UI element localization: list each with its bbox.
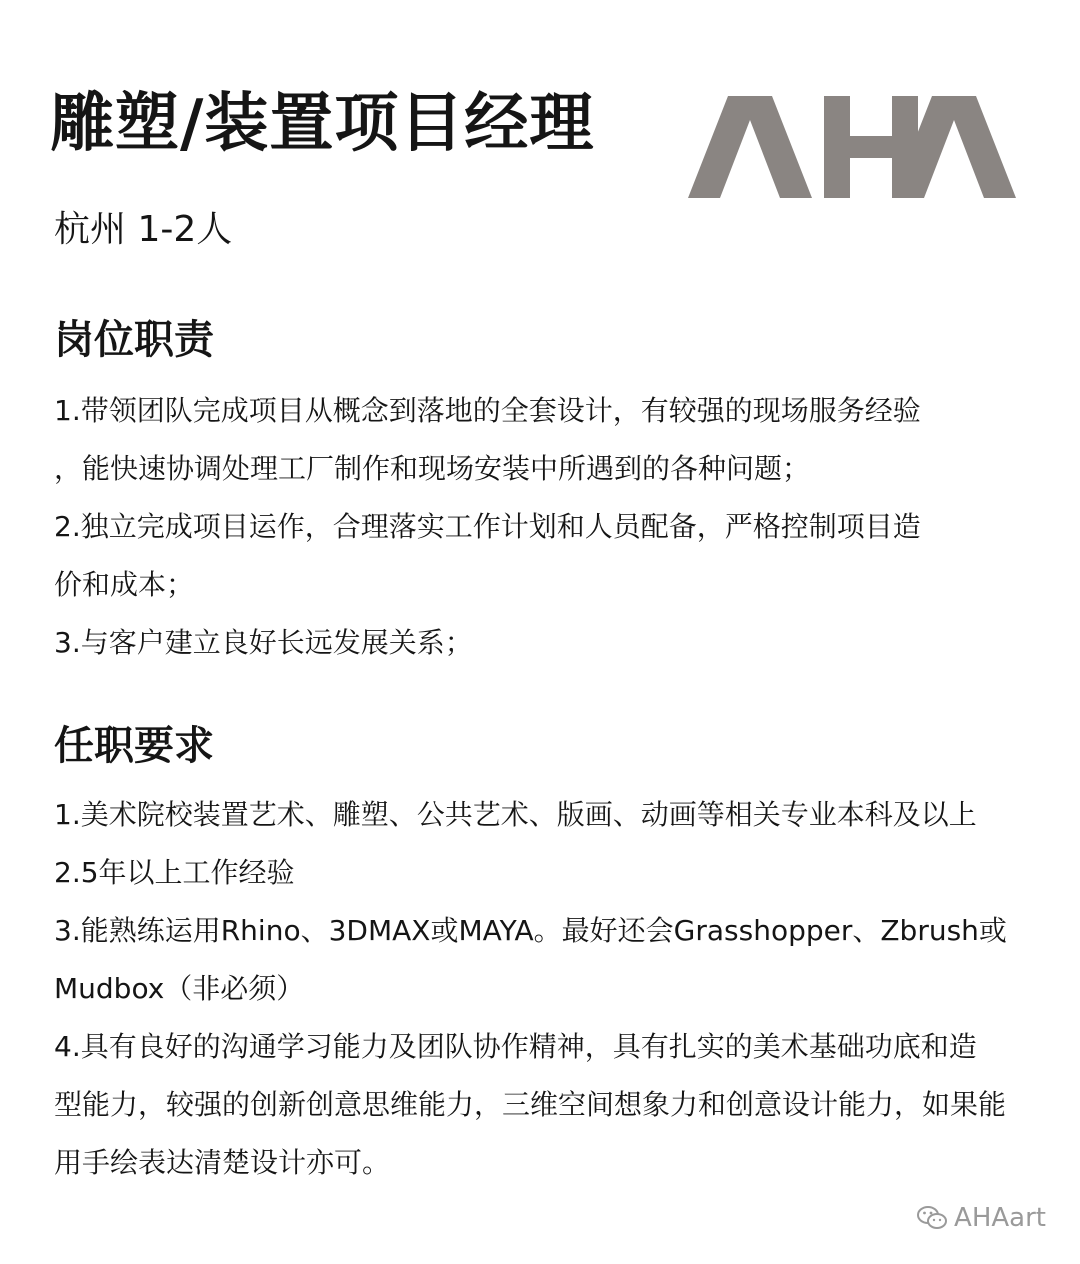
duty-line: ，能快速协调处理工厂制作和现场安装中所遇到的各种问题； (54, 452, 811, 485)
duties-heading: 岗位职责 (54, 317, 214, 363)
page-title: 雕塑/装置项目经理 (50, 87, 595, 161)
duty-line: 1.带领团队完成项目从概念到落地的全套设计，有较强的现场服务经验 (54, 394, 921, 427)
location-headcount: 杭州 1-2人 (54, 209, 233, 250)
duty-line: 价和成本； (54, 568, 195, 601)
duty-line: 3.与客户建立良好长远发展关系； (54, 626, 473, 659)
account-watermark (916, 1200, 1046, 1236)
requirements-heading: 任职要求 (54, 723, 214, 769)
requirement-line: Mudbox（非必须） (54, 972, 305, 1005)
requirement-line: 2.5年以上工作经验 (54, 856, 295, 889)
aha-logo (688, 96, 1016, 198)
wechat-icon (916, 1205, 948, 1231)
requirement-line: 1.美术院校装置艺术、雕塑、公共艺术、版画、动画等相关专业本科及以上 (54, 798, 977, 831)
watermark-text: AHAart (954, 1203, 1046, 1233)
requirement-line: 3.能熟练运用Rhino、3DMAX或MAYA。最好还会Grasshopper、Zbrush或 (54, 914, 1007, 947)
requirement-line: 用手绘表达清楚设计亦可。 (54, 1146, 391, 1179)
requirement-line: 型能力，较强的创新创意思维能力，三维空间想象力和创意设计能力，如果能 (54, 1088, 1007, 1121)
requirement-line: 4.具有良好的沟通学习能力及团队协作精神，具有扎实的美术基础功底和造 (54, 1030, 977, 1063)
duty-line: 2.独立完成项目运作，合理落实工作计划和人员配备，严格控制项目造 (54, 510, 921, 543)
